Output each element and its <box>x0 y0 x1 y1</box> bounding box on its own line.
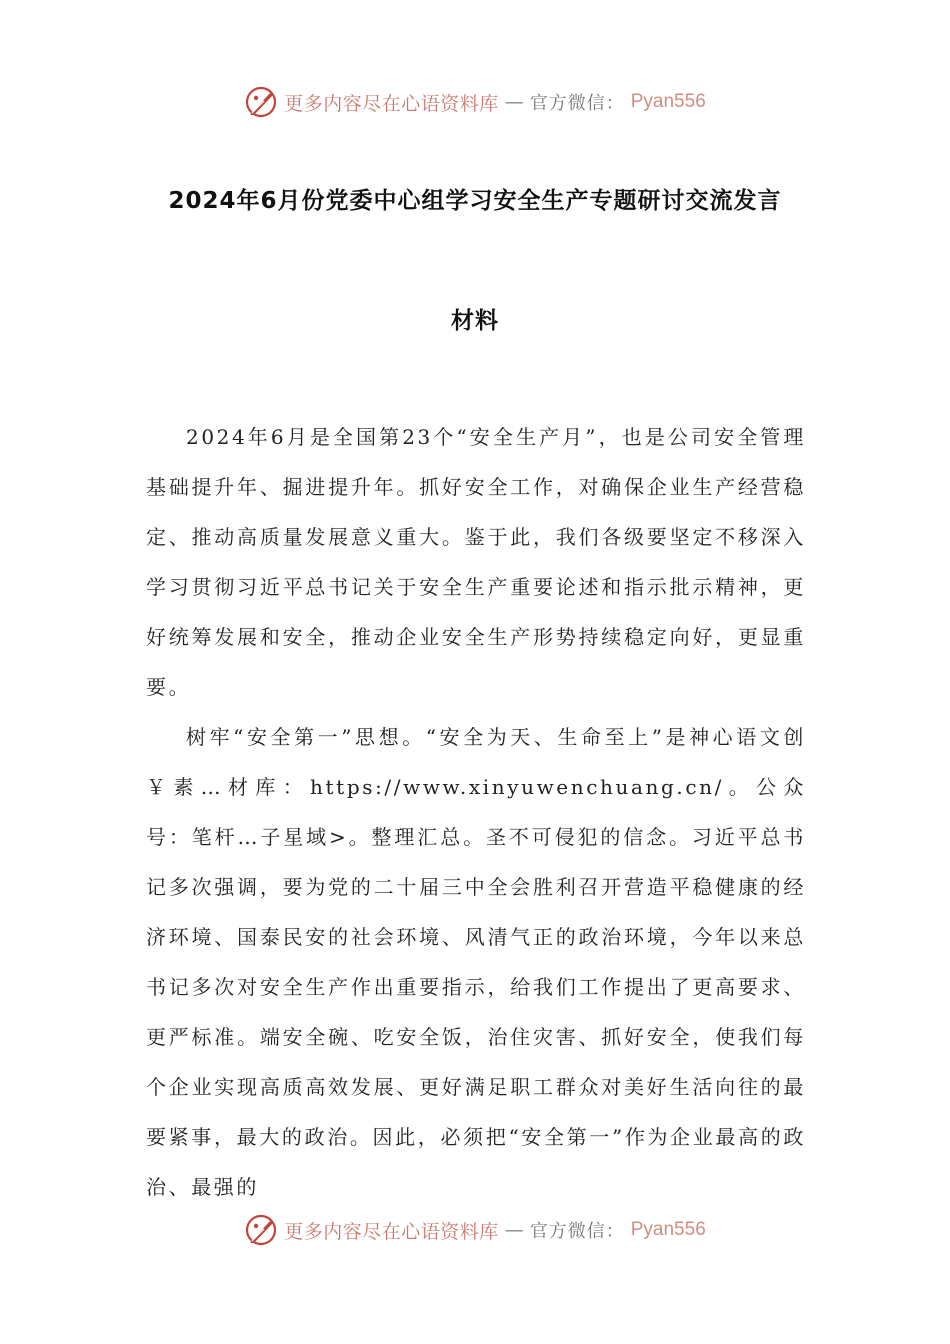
banner-separator: — <box>504 1219 524 1241</box>
banner-separator: — <box>504 91 524 113</box>
footer-banner[interactable] <box>0 1210 950 1250</box>
quill-pen-logo-icon <box>244 1213 278 1247</box>
banner-wechat-id: Pyan556 <box>630 1219 706 1240</box>
document-title-line-1: 2024年6月份党委中心组学习安全生产专题研讨交流发言 <box>168 188 782 214</box>
banner-wechat-id: Pyan556 <box>630 91 706 112</box>
banner-wechat-label: 官方微信： <box>529 93 625 114</box>
document-title-line-2: 材料 <box>451 308 499 334</box>
header-banner[interactable] <box>0 82 950 122</box>
banner-wechat-label: 官方微信： <box>529 1221 625 1242</box>
document-body <box>146 412 806 1212</box>
banner-promo-text: 更多内容尽在心语资料库 <box>284 1220 499 1243</box>
paragraph-1: 2024年6月是全国第23个“安全生产月”，也是公司安全管理基础提升年、掘进提升年。抓好安全工作，对确保企业生产经营稳定、推动高质量发展意义重大。鉴于此，我们各级要坚定不移深入学习贯彻习近平总书记关于安全生产重要论述和指示批示精神，更好统筹发展和安全，推动企业安全生产形势持续稳定向好，更显重要。 <box>146 425 806 699</box>
banner-promo-text: 更多内容尽在心语资料库 <box>284 92 499 115</box>
paragraph-2: 树牢“安全第一”思想。“安全为天、生命至上”是神心语文创￥素…材库：https://www.xinyuwenchuang.cn/。公众号：笔杆…子星域>。整理汇总。圣不可侵犯的信念。习近平总书记多次强调，要为党的二十届三中全会胜利召开营造平稳健康的经济环境、国泰民安的社会环境、风清气正的政治环境，今年以来总书记多次对安全生产作出重要指示，给我们工作提出了更高要求、更严标准。端安全碗、吃安全饭，治住灾害、抓好安全，使我们每个企业实现高质高效发展、更好满足职工群众对美好生活向往的最要紧事，最大的政治。因此，必须把“安全第一”作为企业最高的政治、最强的 <box>146 725 806 1199</box>
quill-pen-logo-icon <box>244 85 278 119</box>
